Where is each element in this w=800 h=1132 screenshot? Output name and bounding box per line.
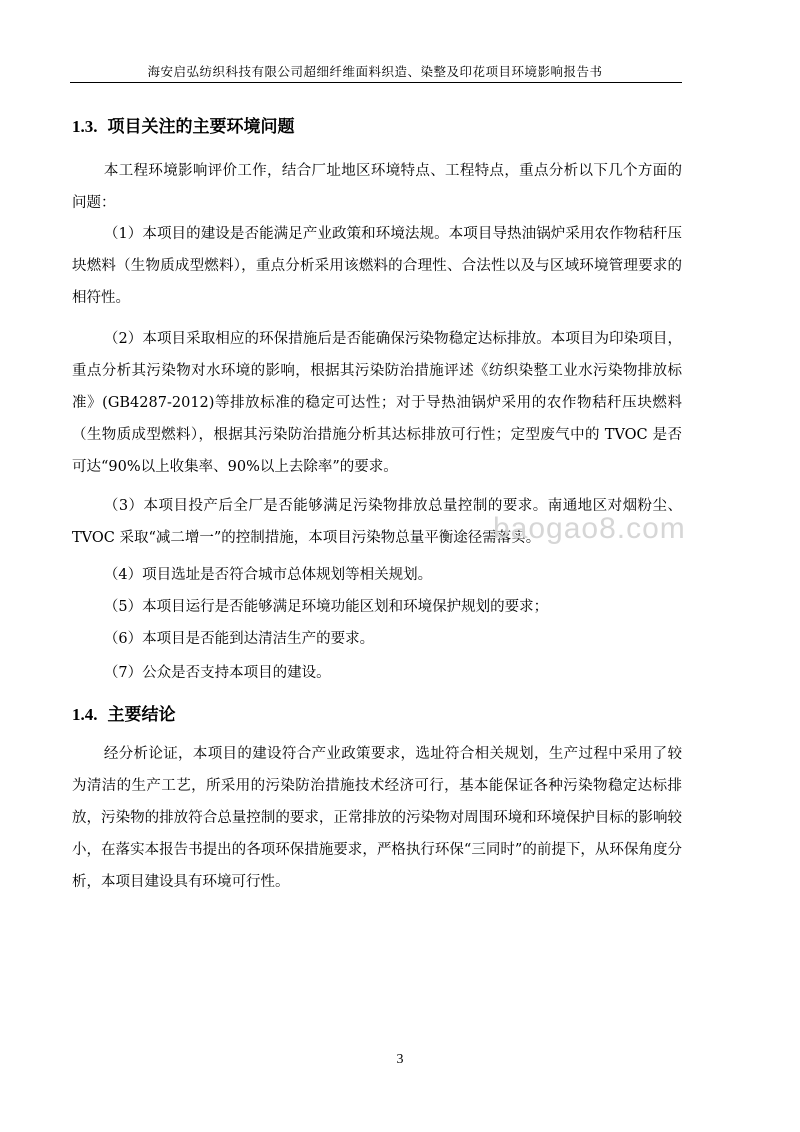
section-1-4-number: 1.4. <box>72 705 98 724</box>
section-1-3-intro: 本工程环境影响评价工作，结合厂址地区环境特点、工程特点，重点分析以下几个方面的问题： <box>72 163 682 211</box>
section-1-4-title: 主要结论 <box>107 705 176 725</box>
section-1-3-heading <box>72 116 295 138</box>
issue-item-7: （7）公众是否支持本项目的建设。 <box>103 665 331 681</box>
issue-item-3: （3）本项目投产后全厂是否能够满足污染物排放总量控制的要求。南通地区对烟粉尘、TVOC 采取“减二增一”的控制措施，本项目污染物总量平衡途径需落实。 <box>72 498 682 546</box>
page-number: 3 <box>396 1052 404 1067</box>
section-1-4-heading <box>72 704 176 726</box>
section-1-3-title: 项目关注的主要环境问题 <box>107 117 295 137</box>
section-1-4-body: 经分析论证，本项目的建设符合产业政策要求，选址符合相关规划，生产过程中采用了较为清洁的生产工艺，所采用的污染防治措施技术经济可行，基本能保证各种污染物稳定达标排放，污染物的排放符合总量控制的要求，正常排放的污染物对周围环境和环境保护目标的影响较小，在落实本报告书提出的各项环保措施要求，严格执行环保“三同时”的前提下，从环保角度分析，本项目建设具有环境可行性。 <box>72 746 682 890</box>
issue-item-2: （2）本项目采取相应的环保措施后是否能确保污染物稳定达标排放。本项目为印染项目，重点分析其污染物对水环境的影响，根据其污染防治措施评述《纺织染整工业水污染物排放标准》(GB4287-2012)等排放标准的稳定可达性；对于导热油锅炉采用的农作物秸秆压块燃料（生物质成型燃料），根据其污染防治措施分析其达标排放可行性；定型废气中的 TVOC 是否可达“90%以上收集率、90%以上去除率”的要求。 <box>72 331 682 475</box>
issue-item-4: （4）项目选址是否符合城市总体规划等相关规划。 <box>103 567 433 583</box>
issue-item-6: （6）本项目是否能到达清洁生产的要求。 <box>103 631 375 647</box>
issue-item-1: （1）本项目的建设是否能满足产业政策和环境法规。本项目导热油锅炉采用农作物秸秆压块燃料（生物质成型燃料），重点分析采用该燃料的合理性、合法性以及与区域环境管理要求的相符性。 <box>72 226 682 306</box>
issue-item-5: （5）本项目运行是否能够满足环境功能区划和环境保护规划的要求； <box>103 599 549 615</box>
section-1-3-number: 1.3. <box>72 117 98 136</box>
header-divider <box>70 82 682 83</box>
running-header: 海安启弘纺织科技有限公司超细纤维面料织造、染整及印花项目环境影响报告书 <box>147 64 603 79</box>
watermark: baogao8.com <box>493 512 686 545</box>
